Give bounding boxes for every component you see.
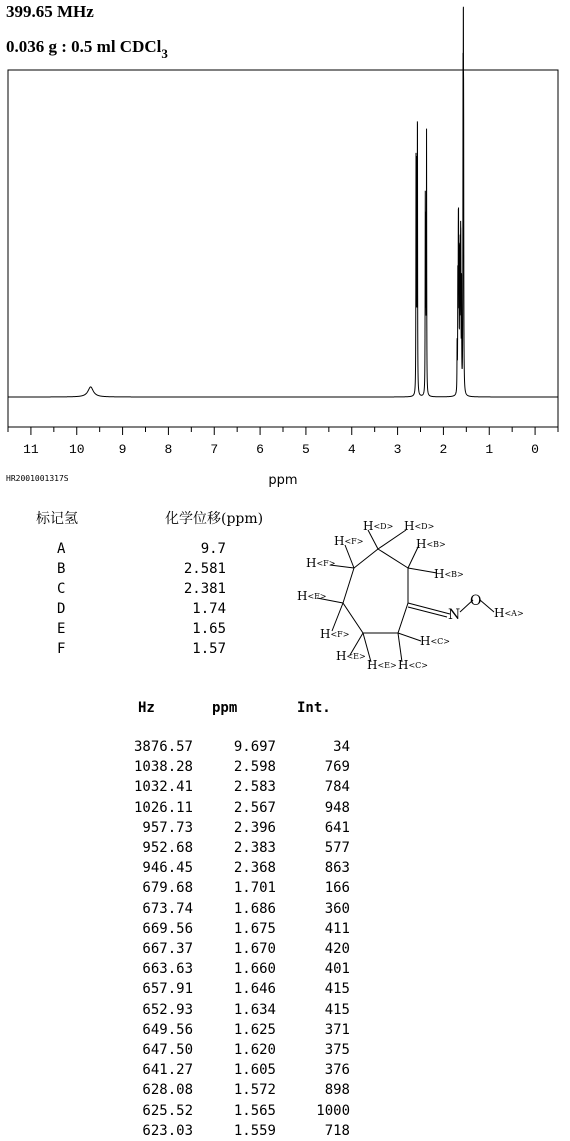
peak-ppm: 1.565 (233, 1102, 276, 1119)
spectrum-trace (8, 7, 558, 397)
peak-hz: 667.37 (142, 941, 193, 957)
x-axis-label: ppm (268, 473, 298, 488)
assignment-label: F (57, 641, 66, 657)
peak-ppm: 1.660 (233, 961, 276, 978)
peak-hz: 623.03 (142, 1122, 193, 1139)
peak-hz: 649.56 (142, 1021, 193, 1038)
peak-intensity: 360 (324, 900, 350, 917)
nitrogen-atom: N (448, 607, 461, 623)
peak-ppm: 1.670 (233, 941, 276, 957)
hydrogen-label: H<F> (306, 556, 336, 570)
peak-ppm: 2.396 (233, 819, 276, 836)
peak-ppm: 9.697 (233, 739, 276, 755)
hydrogen-label: H<D> (363, 519, 394, 533)
peak-hz: 652.93 (142, 1001, 193, 1018)
x-tick-label: 2 (439, 442, 448, 457)
peak-ppm: 2.598 (233, 759, 276, 776)
peak-intensity: 784 (324, 779, 350, 796)
peak-intensity: 166 (324, 880, 350, 897)
hydrogen-label: H<F> (297, 589, 327, 603)
assignment-shift: 2.381 (183, 581, 226, 597)
x-tick-label: 4 (347, 442, 356, 457)
peak-intensity: 863 (324, 860, 350, 877)
x-tick-label: 8 (164, 442, 173, 457)
peak-hz: 669.56 (142, 920, 193, 937)
sample-subscript: 3 (161, 46, 168, 61)
peak-hz: 657.91 (142, 981, 193, 998)
peak-intensity: 1000 (316, 1102, 350, 1119)
peak-ppm: 1.559 (233, 1122, 276, 1139)
x-tick-label: 7 (210, 442, 219, 457)
peak-ppm: 1.605 (233, 1062, 276, 1079)
x-tick-label: 1 (485, 442, 494, 457)
oxygen-atom: O (470, 593, 482, 609)
spectrometer-frequency: 399.65 MHz (6, 2, 94, 21)
peak-hz: 952.68 (142, 840, 193, 856)
peak-hz: 1038.28 (133, 759, 193, 776)
spectrum-code: HR2001001317S (6, 474, 69, 483)
x-tick-label: 9 (118, 442, 127, 457)
peak-hz: 628.08 (142, 1082, 193, 1099)
peak-intensity: 376 (324, 1062, 350, 1079)
hydrogen-label: H<C> (398, 658, 428, 672)
peak-hz: 1026.11 (133, 799, 193, 816)
ring-bonds (317, 530, 494, 662)
peak-hz: 957.73 (142, 819, 193, 836)
peak-ppm: 2.583 (233, 779, 276, 796)
assignment-label: A (57, 541, 66, 557)
assignment-label: E (57, 621, 66, 637)
peak-intensity: 577 (324, 840, 350, 856)
peak-table-int-header: Int. (297, 700, 331, 716)
peak-hz: 663.63 (142, 961, 193, 978)
assignment-shift: 1.65 (192, 621, 226, 637)
sample-main-text: 0.036 g : 0.5 ml CDCl (6, 37, 162, 56)
assignment-label: B (57, 561, 66, 577)
peak-intensity: 769 (324, 759, 350, 776)
peak-intensity: 375 (324, 1042, 350, 1058)
peak-intensity: 641 (324, 819, 350, 836)
peak-intensity: 401 (324, 961, 350, 978)
x-tick-label: 10 (68, 442, 85, 457)
x-tick-label: 3 (393, 442, 402, 457)
peak-hz: 647.50 (142, 1042, 193, 1058)
peak-hz: 1032.41 (133, 779, 193, 796)
peak-ppm: 2.567 (233, 799, 276, 816)
hydrogen-label: H<B> (416, 537, 446, 551)
x-tick-label: 5 (302, 442, 310, 457)
peak-table-ppm-header: ppm (212, 700, 238, 716)
hydrogen-label: H<C> (420, 634, 450, 648)
peak-intensity: 898 (324, 1082, 350, 1099)
peak-intensity: 718 (324, 1122, 350, 1139)
assignment-label: C (57, 581, 66, 597)
peak-hz: 673.74 (142, 900, 193, 917)
peak-ppm: 1.572 (233, 1082, 276, 1099)
peak-ppm: 1.625 (233, 1021, 276, 1038)
hydrogen-labels (297, 519, 524, 672)
peak-ppm: 2.368 (233, 860, 276, 877)
assignment-shift: 1.74 (192, 601, 226, 617)
peak-intensity: 34 (333, 739, 350, 755)
peak-intensity: 948 (324, 799, 350, 816)
peak-hz: 641.27 (142, 1062, 193, 1079)
x-tick-label: 0 (531, 442, 539, 457)
peak-ppm: 1.686 (233, 900, 276, 917)
hydrogen-label: H<D> (404, 519, 435, 533)
hydrogen-label: H<F> (320, 627, 350, 641)
assignment-label: D (57, 601, 66, 617)
peak-hz: 3876.57 (133, 739, 193, 755)
assignment-shift: 1.57 (192, 641, 226, 657)
peak-ppm: 2.383 (233, 840, 276, 856)
peak-intensity: 411 (324, 920, 350, 937)
hydrogen-label: H<A> (494, 606, 524, 620)
peak-ppm: 1.646 (233, 981, 276, 998)
peak-ppm: 1.634 (233, 1001, 276, 1018)
peak-intensity: 420 (324, 941, 350, 957)
assignment-shift: 2.581 (183, 561, 226, 577)
peak-ppm: 1.675 (233, 920, 276, 937)
hydrogen-label: H<F> (334, 534, 364, 548)
assignment-label-header: 标记氢 (36, 511, 78, 527)
x-tick-label: 11 (23, 442, 39, 457)
hydrogen-label: H<E> (336, 649, 366, 663)
peak-ppm: 1.620 (233, 1042, 276, 1058)
peak-hz: 625.52 (142, 1102, 193, 1119)
x-tick-label: 6 (256, 442, 264, 457)
hydrogen-label: H<E> (367, 658, 397, 672)
peak-intensity: 415 (324, 1001, 350, 1018)
nmr-spectrum-chart (0, 0, 570, 500)
assignment-shift: 9.7 (200, 541, 226, 557)
peak-intensity: 415 (324, 981, 350, 998)
hydrogen-label: H<B> (434, 567, 464, 581)
peak-intensity: 371 (324, 1021, 350, 1038)
peak-table-hz-header: Hz (138, 700, 155, 716)
x-axis (8, 427, 558, 457)
plot-frame (8, 70, 558, 427)
peak-hz: 679.68 (142, 880, 193, 897)
peak-hz: 946.45 (142, 860, 193, 877)
assignment-shift-header: 化学位移(ppm) (165, 511, 264, 527)
peak-ppm: 1.701 (233, 880, 276, 897)
